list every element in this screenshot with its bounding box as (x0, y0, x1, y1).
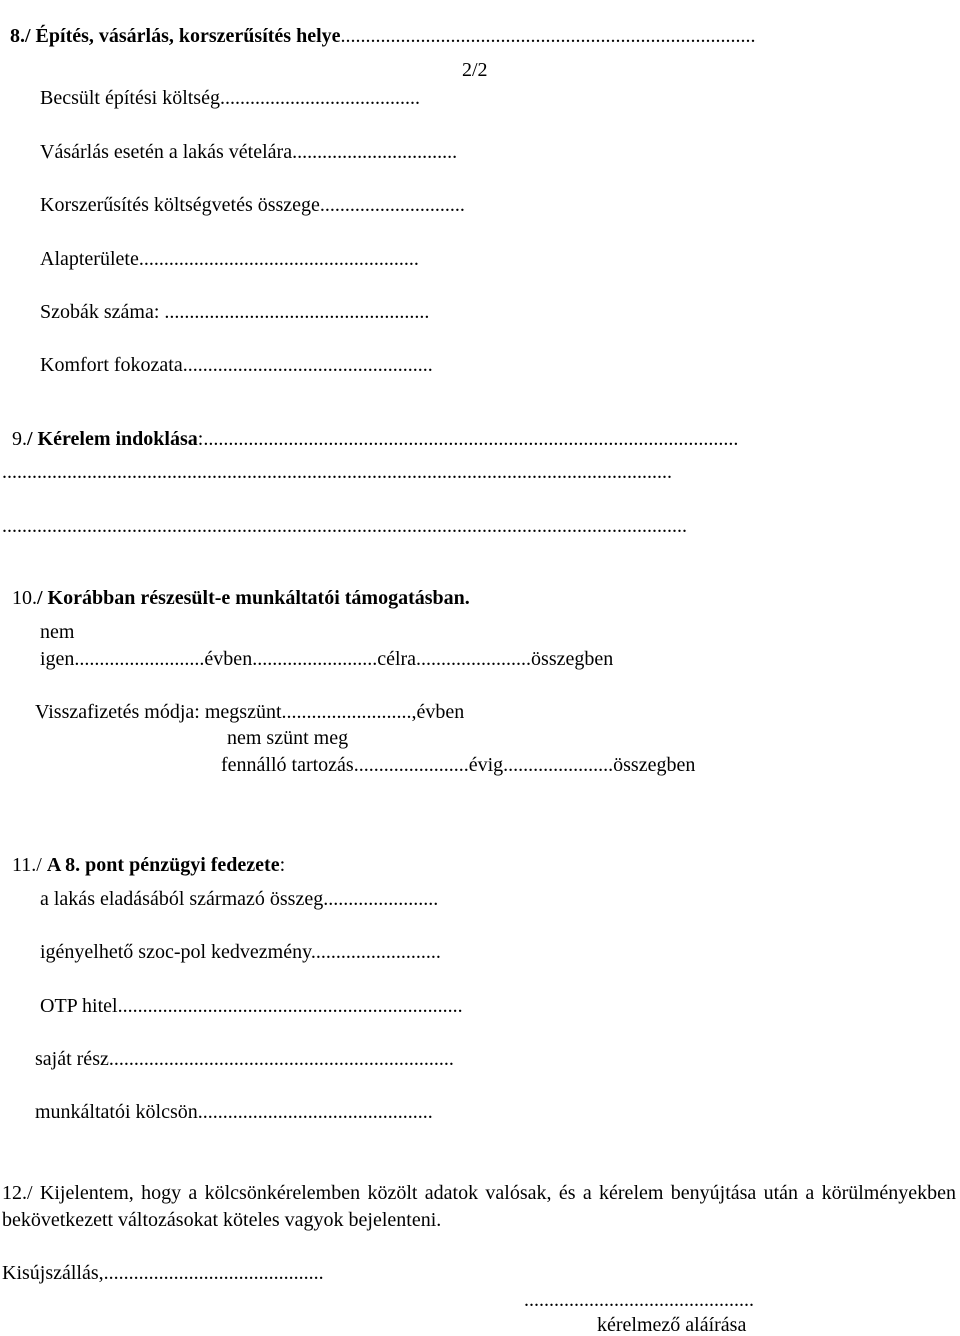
option-no: nem (40, 621, 75, 643)
repayment-method: Visszafizetés módja: megszünt..........................,évben (35, 701, 465, 723)
repayment-not-ended: nem szünt meg (227, 727, 349, 749)
estimated-cost-field: Becsült építési költség........................................ (40, 87, 420, 109)
floor-area-field: Alapterülete........................................................ (40, 248, 419, 270)
section11-title: 11./ A 8. pont pénzügyi fedezete: (12, 854, 286, 876)
justification-line-2: ...................................................................................................................................... (2, 461, 672, 483)
funding-social-benefit: igényelhető szoc-pol kedvezmény.......................... (40, 941, 441, 963)
signature-label: kérelmező aláírása (597, 1314, 747, 1336)
signature-line: .............................................. (524, 1289, 754, 1311)
room-count-field: Szobák száma: ..................................................... (40, 301, 430, 323)
declaration-paragraph: 12./ Kijelentem, hogy a kölcsönkérelemben közölt adatok valósak, és a kérelem benyújtása után a körülményekben bekövetkezett változásokat köteles vagyok bejelenteni. (2, 1182, 956, 1231)
purchase-price-field: Vásárlás esetén a lakás vételára................................. (40, 141, 458, 163)
renovation-budget-field: Korszerűsítés költségvetés összege............................. (40, 194, 465, 216)
funding-otp-loan: OTP hitel..................................................................... (40, 995, 463, 1017)
place-and-date: Kisújszállás,............................................ (2, 1262, 324, 1284)
funding-employer-loan: munkáltatói kölcsön............................................... (35, 1101, 433, 1123)
justification-line-3: ......................................................................................................................................... (2, 515, 687, 537)
funding-sale-proceeds: a lakás eladásából származó összeg....................... (40, 888, 439, 910)
section10-title: 10./ Korábban részesült-e munkáltatói támogatásban. (12, 587, 470, 609)
page-number: 2/2 (462, 59, 488, 81)
section9-title: 9./ Kérelem indoklása:........................................................................................................... (12, 428, 739, 450)
section8-title: 8./ Építés, vásárlás, korszerűsítés helye................................................................................... (10, 25, 756, 47)
outstanding-debt: fennálló tartozás.......................évig......................összegben (221, 754, 696, 776)
comfort-level-field: Komfort fokozata.................................................. (40, 354, 433, 376)
funding-own-share: saját rész..................................................................... (35, 1048, 454, 1070)
option-yes-details: igen..........................évben.........................célra.......................összegben (40, 648, 614, 670)
